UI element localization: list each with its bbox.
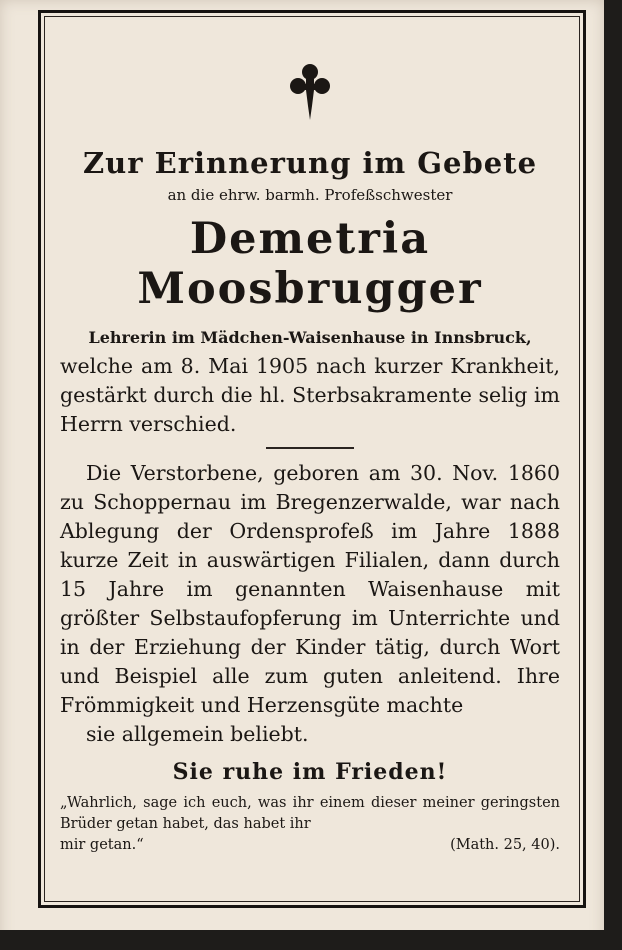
quote-text: „Wahrlich, sage ich euch, was ihr einem dieser meiner geringsten Brüder getan habet, das habet ihr: [60, 795, 560, 832]
background-edge-right: [604, 0, 622, 950]
background-edge-bottom: [0, 930, 622, 950]
quote-reference: (Math. 25, 40).: [450, 837, 560, 853]
card-heading: Zur Erinnerung im Gebete: [82, 146, 538, 180]
card-content: [60, 60, 560, 856]
deceased-name: Demetria Moosbrugger: [137, 214, 483, 314]
deceased-role: Lehrerin im Mädchen-Waisenhause in Innsbruck,: [88, 328, 532, 347]
closing-blessing: Sie ruhe im Frieden!: [172, 759, 448, 785]
death-paragraph: welche am 8. Mai 1905 nach kurzer Krankheit, gestärkt durch die hl. Sterbsakramente selig im Herrn verschied.: [60, 354, 560, 436]
scripture-quote: [60, 793, 560, 856]
trefoil-cross-icon: [287, 60, 333, 124]
quote-end: mir getan.“: [60, 837, 144, 853]
biography-text: Die Verstorbene, geboren am 30. Nov. 1860 zu Schoppernau im Bregenzerwalde, war nach Ablegung der Ordensprofeß im Jahre 1888 kurze Zeit in auswärtigen Filialen, dann durch 15 Jahre im genannten Waisenhause mit größter Selbstaufopferung im Unterrichte und in der Erziehung der Kinder tätig, durch Wort und Beispiel alle zum guten anleitend. Ihre Frömmigkeit und Herzensgüte machte: [60, 461, 560, 717]
separator-rule: [266, 447, 354, 449]
card-subheading: an die ehrw. barmh. Profeßschwester: [167, 186, 453, 204]
biography-last-line: sie allgemein beliebt.: [86, 722, 309, 746]
biography-paragraph: [60, 459, 560, 749]
